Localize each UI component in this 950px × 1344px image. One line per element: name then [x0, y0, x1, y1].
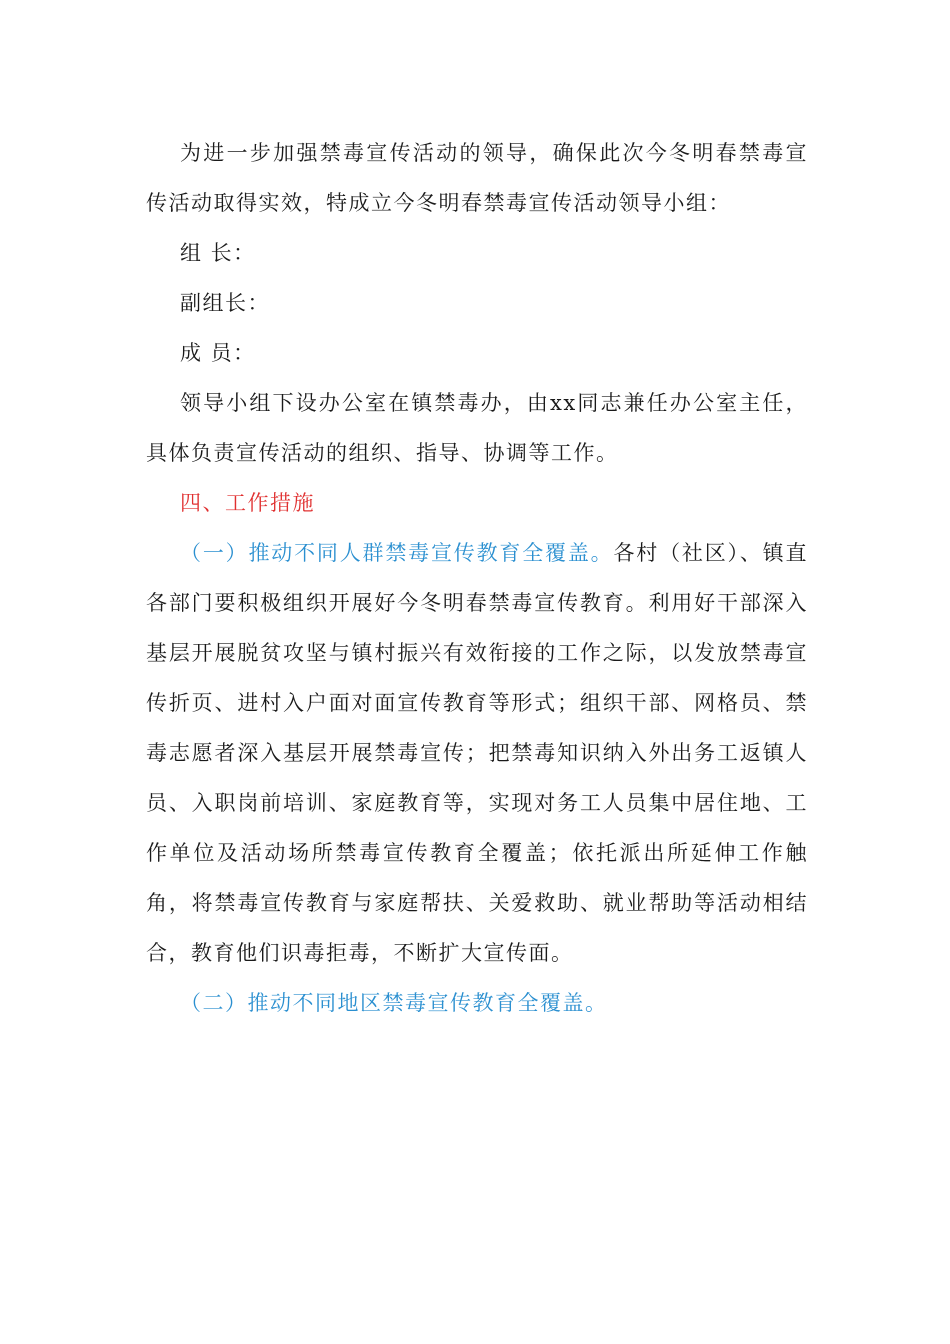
- paragraph-members: 成 员：: [180, 341, 256, 365]
- paragraph-leader: 组 长：: [180, 241, 256, 265]
- measure-two-heading: （二）推动不同地区禁毒宣传教育全覆盖。: [180, 991, 608, 1015]
- paragraph-measure-one: [146, 528, 808, 978]
- section-heading-work-measures: 四、工作措施: [180, 491, 315, 515]
- document-body: [146, 128, 808, 1028]
- measure-one-body: 各村（社区）、镇直各部门要积极组织开展好今冬明春禁毒宣传教育。利用好干部深入基层开展脱贫攻坚与镇村振兴有效衔接的工作之际，以发放禁毒宣传折页、进村入户面对面宣传教育等形式；组织干部、网格员、禁毒志愿者深入基层开展禁毒宣传；把禁毒知识纳入外出务工返镇人员、入职岗前培训、家庭教育等，实现对务工人员集中居住地、工作单位及活动场所禁毒宣传教育全覆盖；依托派出所延伸工作触角，将禁毒宣传教育与家庭帮扶、关爱救助、就业帮助等活动相结合，教育他们识毒拒毒，不断扩大宣传面。: [146, 541, 809, 965]
- measure-one-heading: （一）推动不同人群禁毒宣传教育全覆盖。: [180, 541, 614, 565]
- paragraph-leadership-intro: 为进一步加强禁毒宣传活动的领导，确保此次今冬明春禁毒宣传活动取得实效，特成立今冬明春禁毒宣传活动领导小组：: [146, 141, 808, 215]
- paragraph-deputy-leader: 副组长：: [180, 291, 270, 315]
- paragraph-office: 领导小组下设办公室在镇禁毒办，由xx同志兼任办公室主任，具体负责宣传活动的组织、指导、协调等工作。: [146, 391, 808, 465]
